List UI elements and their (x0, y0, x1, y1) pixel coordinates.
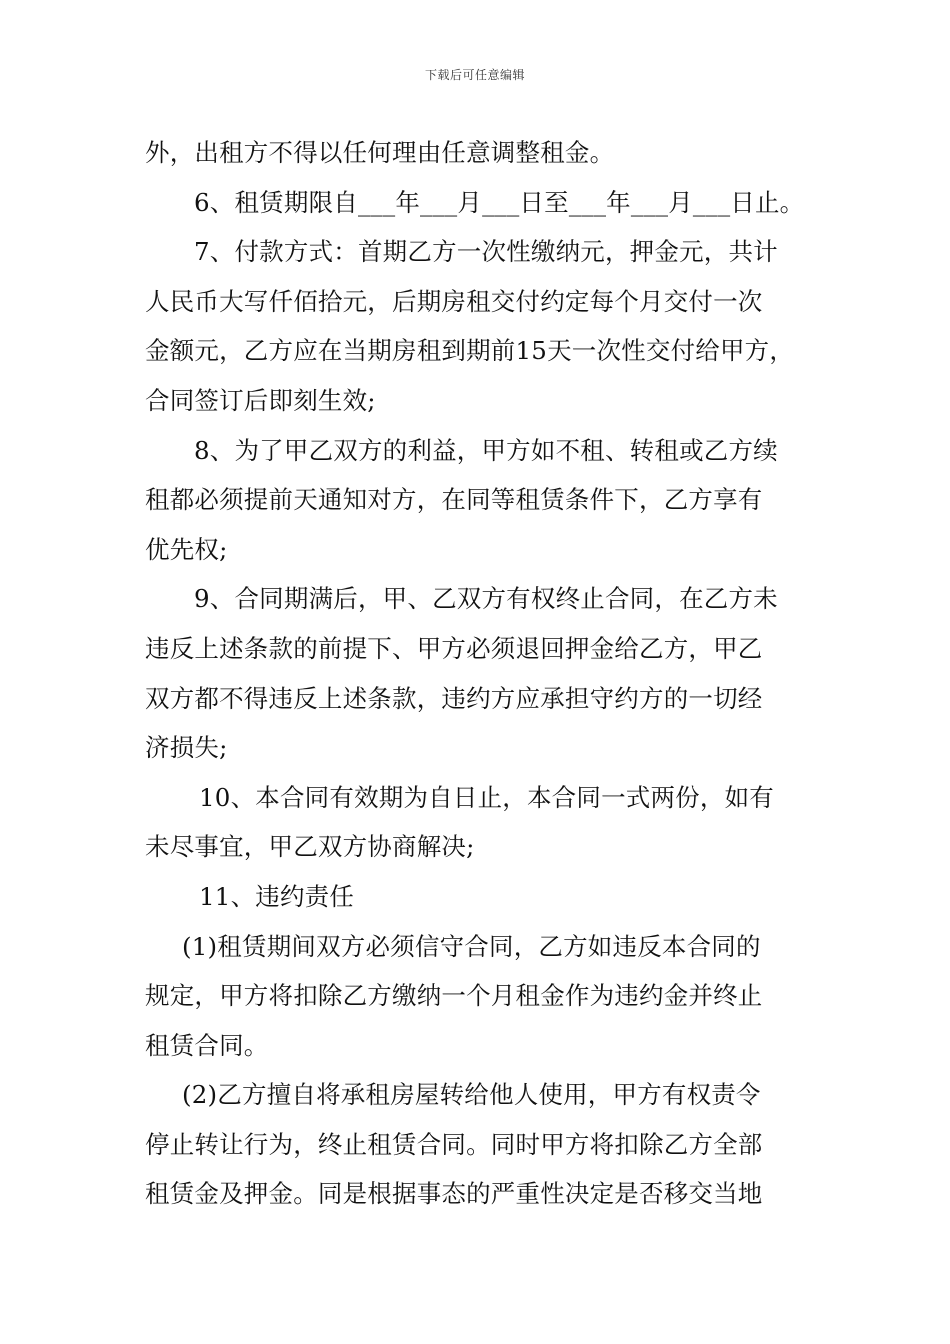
text-line: 租赁合同。 (145, 1030, 269, 1060)
clause-8: 8、为了甲乙双方的利益，甲方如不租、转租或乙方续 (194, 435, 778, 465)
sub-clause-2: (2)乙方擅自将承租房屋转给他人使用，甲方有权责令 (182, 1080, 761, 1110)
text-line: 停止转让行为，终止租赁合同。同时甲方将扣除乙方全部 (145, 1129, 763, 1159)
text-line: 违反上述条款的前提下、甲方必须退回押金给乙方，甲乙 (145, 633, 763, 663)
text-line: 租赁金及押金。同是根据事态的严重性决定是否移交当地 (145, 1179, 763, 1209)
text-line: 人民币大写仟佰拾元，后期房租交付约定每个月交付一次 (145, 286, 763, 316)
text-line: 规定，甲方将扣除乙方缴纳一个月租金作为违约金并终止 (145, 981, 763, 1011)
document-body (145, 128, 813, 1219)
text-line: 合同签订后即刻生效; (145, 385, 376, 415)
clause-6: 6、租赁期限自___年___月___日至___年___月___日止。 (194, 187, 805, 217)
clause-9: 9、合同期满后，甲、乙双方有权终止合同，在乙方未 (194, 584, 778, 614)
sub-clause-1: (1)租赁期间双方必须信守合同，乙方如违反本合同的 (182, 931, 761, 961)
text-line: 租都必须提前天通知对方，在同等租赁条件下，乙方享有 (145, 485, 763, 515)
text-line: 优先权; (145, 534, 228, 564)
text-line: 外，出租方不得以任何理由任意调整租金。 (145, 138, 615, 167)
text-line: 济损失; (145, 733, 228, 763)
clause-7: 7、付款方式：首期乙方一次性缴纳元，押金元，共计 (194, 237, 778, 267)
text-line: 未尽事宜，甲乙双方协商解决; (145, 832, 475, 862)
clause-10: 10、本合同有效期为自日止，本合同一式两份，如有 (199, 782, 774, 812)
clause-11-heading: 11、违约责任 (199, 881, 355, 911)
page-header: 下载后可任意编辑 (424, 68, 525, 82)
text-line: 金额元，乙方应在当期房租到期前15天一次性交付给甲方， (145, 336, 795, 366)
text-line: 双方都不得违反上述条款，违约方应承担守约方的一切经 (145, 683, 763, 713)
